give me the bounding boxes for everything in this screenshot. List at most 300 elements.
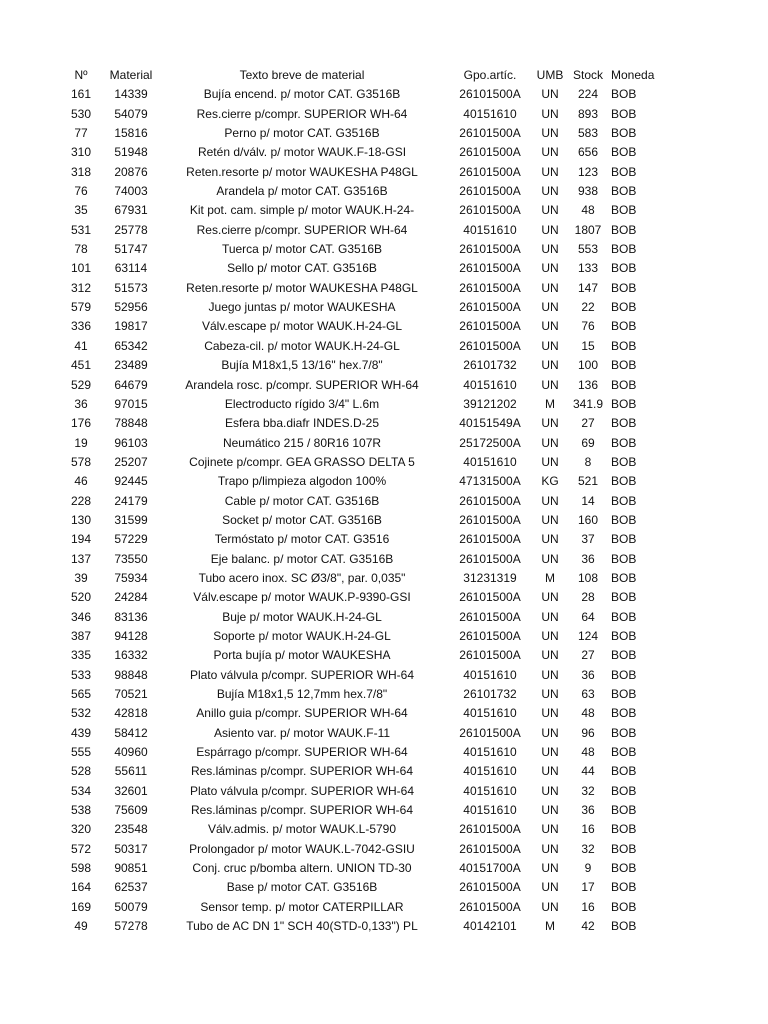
cell-material: 16332	[114, 648, 148, 663]
table-row	[0, 685, 768, 704]
cell-stock: 136	[577, 377, 599, 392]
spacer-cell	[667, 395, 768, 414]
header-row	[0, 66, 768, 85]
cell-umb: UN	[541, 184, 559, 199]
cell-material: 25207	[114, 454, 148, 469]
cell-stock: 69	[581, 435, 595, 450]
cell-texto: Res.láminas p/compr. SUPERIOR WH-64	[190, 803, 414, 818]
cell-num: 451	[70, 358, 92, 373]
spacer-cell	[667, 221, 768, 240]
cell-stock: 341.9	[572, 396, 604, 411]
spacer-cell	[667, 820, 768, 839]
cell-umb: UN	[541, 338, 559, 353]
cell-moneda: BOB	[611, 358, 637, 373]
header-gpo: Gpo.artíc.	[463, 68, 517, 82]
cell-umb: M	[545, 570, 555, 585]
cell-texto: Bujía M18x1,5 12,7mm hex.7/8"	[216, 687, 388, 701]
table-row	[0, 550, 768, 569]
table-row	[0, 453, 768, 472]
cell-texto: Res.cierre p/compr. SUPERIOR WH-64	[196, 222, 408, 237]
spacer-cell	[667, 414, 768, 433]
cell-material: 70521	[114, 687, 148, 701]
cell-material: 75609	[114, 803, 148, 818]
spacer-cell	[667, 317, 768, 336]
material-stock-table	[0, 66, 768, 936]
cell-umb: UN	[541, 145, 559, 160]
cell-moneda: BOB	[611, 164, 637, 179]
cell-num: 310	[70, 145, 92, 160]
cell-material: 75934	[114, 570, 148, 585]
cell-gpo: 26101500A	[459, 184, 521, 199]
cell-num: 320	[70, 822, 92, 837]
cell-umb: UN	[541, 861, 559, 876]
cell-gpo: 26101732	[463, 687, 517, 701]
cell-moneda: BOB	[611, 454, 637, 469]
cell-texto: Esfera bba.diafr INDES.D-25	[224, 416, 380, 431]
cell-umb: UN	[541, 667, 559, 682]
cell-material: 58412	[114, 725, 148, 740]
cell-texto: Cojinete p/compr. GEA GRASSO DELTA 5	[189, 454, 415, 469]
spacer-cell	[667, 685, 768, 704]
spacer-cell	[667, 240, 768, 259]
cell-umb: UN	[541, 803, 559, 818]
cell-umb: UN	[541, 319, 559, 334]
cell-gpo: 39121202	[463, 396, 517, 411]
cell-stock: 160	[577, 512, 599, 527]
spacer-cell	[667, 608, 768, 627]
cell-gpo: 26101500A	[459, 319, 521, 334]
cell-num: 578	[70, 454, 92, 469]
spacer-cell	[667, 666, 768, 685]
spacer-cell	[0, 259, 57, 278]
cell-texto: Arandela rosc. p/compr. SUPERIOR WH-64	[185, 377, 419, 392]
header-moneda: Moneda	[611, 68, 655, 82]
cell-moneda: BOB	[611, 725, 637, 740]
cell-num: 598	[70, 861, 92, 876]
cell-moneda: BOB	[611, 609, 637, 624]
spacer-cell	[667, 143, 768, 162]
cell-stock: 224	[577, 87, 599, 102]
cell-stock: 656	[577, 145, 599, 160]
cell-num: 35	[74, 203, 88, 218]
cell-moneda: BOB	[611, 493, 637, 508]
table-row	[0, 143, 768, 162]
cell-moneda: BOB	[611, 783, 637, 798]
cell-gpo: 47131500A	[459, 474, 521, 489]
cell-gpo: 26101500A	[459, 261, 521, 276]
cell-umb: UN	[541, 87, 559, 102]
cell-material: 25778	[114, 222, 148, 237]
cell-stock: 96	[581, 725, 595, 740]
cell-stock: 147	[577, 280, 599, 295]
table-row	[0, 511, 768, 530]
cell-moneda: BOB	[611, 919, 637, 934]
cell-material: 57229	[114, 532, 148, 547]
cell-texto: Porta bujía p/ motor WAUKESHA	[213, 648, 391, 663]
cell-material: 65342	[114, 338, 148, 353]
spacer-cell	[0, 550, 57, 569]
cell-gpo: 26101500A	[459, 725, 521, 740]
spacer-cell	[0, 395, 57, 414]
cell-stock: 9	[584, 861, 592, 876]
spacer-cell	[0, 917, 57, 936]
cell-gpo: 26101500A	[459, 648, 521, 663]
cell-moneda: BOB	[611, 319, 637, 334]
cell-num: 572	[70, 841, 92, 856]
cell-material: 96103	[114, 435, 148, 450]
cell-moneda: BOB	[611, 184, 637, 199]
spacer-cell	[0, 859, 57, 878]
cell-stock: 938	[577, 184, 599, 199]
cell-umb: M	[545, 396, 555, 411]
cell-moneda: BOB	[611, 590, 637, 605]
cell-num: 387	[70, 628, 92, 643]
cell-texto: Base p/ motor CAT. G3516B	[226, 880, 378, 895]
table-row	[0, 414, 768, 433]
cell-texto: Prolongador p/ motor WAUK.L-7042-GSIU	[189, 841, 415, 856]
cell-gpo: 26101500A	[459, 280, 521, 295]
table-row	[0, 743, 768, 762]
cell-material: 92445	[114, 474, 148, 489]
cell-moneda: BOB	[611, 706, 637, 721]
spacer-cell	[667, 472, 768, 491]
cell-gpo: 40151610	[463, 454, 517, 469]
spacer-cell	[667, 801, 768, 820]
cell-texto: Reten.resorte p/ motor WAUKESHA P48GL	[186, 280, 418, 295]
header-texto: Texto breve de material	[239, 68, 365, 82]
table-row	[0, 472, 768, 491]
cell-material: 52956	[114, 300, 148, 315]
spacer-cell	[0, 434, 57, 453]
table-row	[0, 163, 768, 182]
cell-gpo: 25172500A	[459, 435, 521, 450]
spacer-cell	[667, 511, 768, 530]
cell-gpo: 26101500A	[459, 532, 521, 547]
cell-num: 77	[74, 126, 88, 141]
cell-texto: Sello p/ motor CAT. G3516B	[227, 261, 377, 276]
cell-gpo: 26101500A	[459, 609, 521, 624]
cell-umb: UN	[541, 687, 559, 701]
cell-umb: KG	[541, 474, 559, 489]
spacer-cell	[0, 782, 57, 801]
spacer-cell	[0, 666, 57, 685]
cell-texto: Tubo de AC DN 1" SCH 40(STD-0,133") PL	[186, 919, 418, 934]
cell-texto: Asiento var. p/ motor WAUK.F-11	[213, 725, 391, 740]
spacer-cell	[667, 259, 768, 278]
cell-moneda: BOB	[611, 435, 637, 450]
spacer-cell	[667, 588, 768, 607]
spacer-cell	[0, 221, 57, 240]
cell-num: 36	[74, 396, 88, 411]
cell-stock: 1807	[574, 222, 602, 237]
table-row	[0, 221, 768, 240]
table-row	[0, 317, 768, 336]
cell-gpo: 40151549A	[459, 416, 521, 431]
spacer-cell	[667, 163, 768, 182]
cell-moneda: BOB	[611, 203, 637, 218]
spacer-cell	[667, 356, 768, 375]
spacer-cell	[0, 685, 57, 704]
spacer-cell	[0, 143, 57, 162]
cell-texto: Sensor temp. p/ motor CATERPILLAR	[200, 899, 404, 914]
table-row	[0, 201, 768, 220]
spacer-cell	[0, 201, 57, 220]
cell-texto: Cable p/ motor CAT. G3516B	[224, 493, 380, 508]
table-row	[0, 878, 768, 897]
cell-umb: UN	[541, 493, 559, 508]
cell-stock: 42	[581, 919, 595, 934]
cell-texto: Válv.escape p/ motor WAUK.H-24-GL	[201, 319, 403, 334]
cell-texto: Válv.escape p/ motor WAUK.P-9390-GSI	[193, 590, 411, 605]
spacer-cell	[667, 704, 768, 723]
cell-umb: UN	[541, 609, 559, 624]
cell-gpo: 40151610	[463, 106, 517, 121]
cell-moneda: BOB	[611, 648, 637, 663]
cell-num: 555	[70, 745, 92, 760]
spacer-cell	[667, 724, 768, 743]
spacer-cell	[667, 182, 768, 201]
table-row	[0, 124, 768, 143]
cell-stock: 133	[577, 261, 599, 276]
cell-num: 49	[74, 919, 88, 934]
cell-material: 23548	[114, 822, 148, 837]
cell-moneda: BOB	[611, 745, 637, 760]
cell-gpo: 40151610	[463, 745, 517, 760]
cell-umb: UN	[541, 261, 559, 276]
cell-texto: Juego juntas p/ motor WAUKESHA	[208, 300, 396, 315]
cell-moneda: BOB	[611, 222, 637, 237]
cell-gpo: 40151610	[463, 377, 517, 392]
cell-texto: Res.láminas p/compr. SUPERIOR WH-64	[190, 764, 414, 779]
table-row	[0, 85, 768, 104]
spacer-cell	[0, 878, 57, 897]
table-row	[0, 376, 768, 395]
cell-gpo: 40151700A	[459, 861, 521, 876]
cell-texto: Conj. cruc p/bomba altern. UNION TD-30	[192, 861, 412, 876]
cell-texto: Trapo p/limpieza algodon 100%	[217, 474, 387, 489]
spacer-cell	[0, 492, 57, 511]
cell-num: 533	[70, 667, 92, 682]
cell-texto: Res.cierre p/compr. SUPERIOR WH-64	[196, 106, 408, 121]
cell-num: 161	[70, 87, 92, 102]
cell-material: 73550	[114, 551, 148, 566]
table-row	[0, 917, 768, 936]
cell-texto: Termóstato p/ motor CAT. G3516	[214, 532, 390, 547]
cell-stock: 36	[581, 803, 595, 818]
cell-stock: 32	[581, 841, 595, 856]
cell-num: 78	[74, 242, 88, 257]
cell-stock: 36	[581, 667, 595, 682]
cell-umb: UN	[541, 706, 559, 721]
table-row	[0, 105, 768, 124]
cell-texto: Cabeza-cil. p/ motor WAUK.H-24-GL	[204, 338, 400, 353]
spacer-cell	[667, 569, 768, 588]
cell-umb: UN	[541, 222, 559, 237]
cell-stock: 63	[581, 687, 595, 701]
spacer-cell	[0, 704, 57, 723]
spacer-cell	[667, 646, 768, 665]
cell-material: 50317	[114, 841, 148, 856]
spacer-cell	[667, 917, 768, 936]
cell-moneda: BOB	[611, 338, 637, 353]
cell-moneda: BOB	[611, 532, 637, 547]
spacer-cell	[667, 85, 768, 104]
cell-umb: UN	[541, 725, 559, 740]
table-row	[0, 762, 768, 781]
cell-num: 137	[70, 551, 92, 566]
cell-texto: Eje balanc. p/ motor CAT. G3516B	[210, 551, 394, 566]
spacer-cell	[667, 492, 768, 511]
cell-num: 530	[70, 106, 92, 121]
cell-num: 532	[70, 706, 92, 721]
cell-umb: UN	[541, 358, 559, 373]
spacer-cell	[667, 762, 768, 781]
cell-texto: Arandela p/ motor CAT. G3516B	[216, 184, 388, 199]
cell-num: 346	[70, 609, 92, 624]
cell-material: 98848	[114, 667, 148, 682]
cell-moneda: BOB	[611, 474, 637, 489]
spacer-cell	[0, 105, 57, 124]
cell-umb: UN	[541, 164, 559, 179]
table-row	[0, 782, 768, 801]
cell-gpo: 40151610	[463, 667, 517, 682]
cell-stock: 15	[581, 338, 595, 353]
cell-stock: 553	[577, 242, 599, 257]
cell-gpo: 40151610	[463, 803, 517, 818]
spacer-cell	[0, 801, 57, 820]
cell-texto: Perno p/ motor CAT. G3516B	[224, 126, 380, 141]
spacer-cell	[0, 472, 57, 491]
cell-texto: Plato válvula p/compr. SUPERIOR WH-64	[189, 783, 415, 798]
cell-gpo: 26101500A	[459, 145, 521, 160]
cell-gpo: 31231319	[463, 570, 517, 585]
cell-moneda: BOB	[611, 822, 637, 837]
cell-stock: 583	[577, 126, 599, 141]
cell-material: 67931	[114, 203, 148, 218]
cell-moneda: BOB	[611, 687, 637, 701]
table-row	[0, 337, 768, 356]
cell-num: 439	[70, 725, 92, 740]
cell-material: 51948	[114, 145, 148, 160]
cell-stock: 100	[577, 358, 599, 373]
cell-material: 24284	[114, 590, 148, 605]
cell-material: 51573	[114, 280, 148, 295]
cell-num: 565	[70, 687, 92, 701]
cell-stock: 44	[581, 764, 595, 779]
cell-gpo: 26101500A	[459, 300, 521, 315]
spacer-cell	[0, 298, 57, 317]
spacer-cell	[667, 859, 768, 878]
cell-umb: UN	[541, 377, 559, 392]
cell-moneda: BOB	[611, 145, 637, 160]
cell-texto: Retén d/válv. p/ motor WAUK.F-18-GSI	[197, 145, 407, 160]
cell-gpo: 26101500A	[459, 899, 521, 914]
cell-material: 50079	[114, 899, 148, 914]
cell-umb: UN	[541, 783, 559, 798]
cell-moneda: BOB	[611, 242, 637, 257]
cell-num: 46	[74, 474, 88, 489]
cell-moneda: BOB	[611, 416, 637, 431]
table-row	[0, 859, 768, 878]
cell-texto: Tubo acero inox. SC Ø3/8", par. 0,035"	[198, 570, 406, 585]
spacer-cell	[667, 878, 768, 897]
cell-material: 55611	[114, 764, 148, 779]
cell-moneda: BOB	[611, 803, 637, 818]
cell-gpo: 26101500A	[459, 822, 521, 837]
cell-stock: 893	[577, 106, 599, 121]
spacer-cell	[0, 376, 57, 395]
cell-umb: UN	[541, 300, 559, 315]
cell-material: 94128	[114, 628, 148, 643]
spacer-cell	[0, 356, 57, 375]
spacer-cell	[0, 163, 57, 182]
cell-material: 97015	[114, 396, 148, 411]
cell-texto: Kit pot. cam. simple p/ motor WAUK.H-24-	[189, 203, 415, 218]
spacer-cell	[0, 588, 57, 607]
cell-texto: Válv.admis. p/ motor WAUK.L-5790	[207, 822, 397, 837]
cell-material: 32601	[114, 783, 148, 798]
cell-texto: Neumático 215 / 80R16 107R	[222, 435, 382, 450]
cell-moneda: BOB	[611, 106, 637, 121]
cell-material: 51747	[114, 242, 148, 257]
table-row	[0, 530, 768, 549]
table-row	[0, 259, 768, 278]
spacer-cell	[0, 85, 57, 104]
cell-num: 531	[70, 222, 92, 237]
spacer-cell	[667, 453, 768, 472]
cell-num: 194	[70, 532, 92, 547]
spacer-cell	[667, 337, 768, 356]
cell-moneda: BOB	[611, 377, 637, 392]
cell-num: 130	[70, 512, 92, 527]
spacer-cell	[667, 376, 768, 395]
cell-gpo: 26101732	[463, 358, 517, 373]
cell-gpo: 26101500A	[459, 164, 521, 179]
cell-stock: 521	[577, 474, 599, 489]
cell-num: 169	[70, 899, 92, 914]
cell-material: 90851	[114, 861, 148, 876]
spacer-cell	[0, 898, 57, 917]
cell-material: 31599	[114, 512, 148, 527]
material-stock-sheet	[0, 66, 768, 936]
cell-gpo: 26101500A	[459, 590, 521, 605]
cell-material: 57278	[114, 919, 148, 934]
cell-material: 74003	[114, 184, 148, 199]
cell-material: 23489	[114, 358, 148, 373]
cell-num: 529	[70, 377, 92, 392]
cell-umb: UN	[541, 880, 559, 895]
spacer-cell	[667, 627, 768, 646]
cell-moneda: BOB	[611, 396, 637, 411]
spacer-cell	[667, 279, 768, 298]
table-row	[0, 724, 768, 743]
cell-gpo: 26101500A	[459, 551, 521, 566]
cell-num: 312	[70, 280, 92, 295]
spacer-cell	[0, 453, 57, 472]
cell-umb: UN	[541, 899, 559, 914]
cell-umb: UN	[541, 648, 559, 663]
cell-stock: 36	[581, 551, 595, 566]
cell-stock: 32	[581, 783, 595, 798]
cell-umb: UN	[541, 841, 559, 856]
cell-umb: UN	[541, 745, 559, 760]
cell-stock: 48	[581, 203, 595, 218]
cell-stock: 76	[581, 319, 595, 334]
cell-texto: Bujía M18x1,5 13/16" hex.7/8"	[221, 358, 383, 373]
header-num: Nº	[74, 68, 88, 82]
cell-moneda: BOB	[611, 880, 637, 895]
cell-moneda: BOB	[611, 764, 637, 779]
